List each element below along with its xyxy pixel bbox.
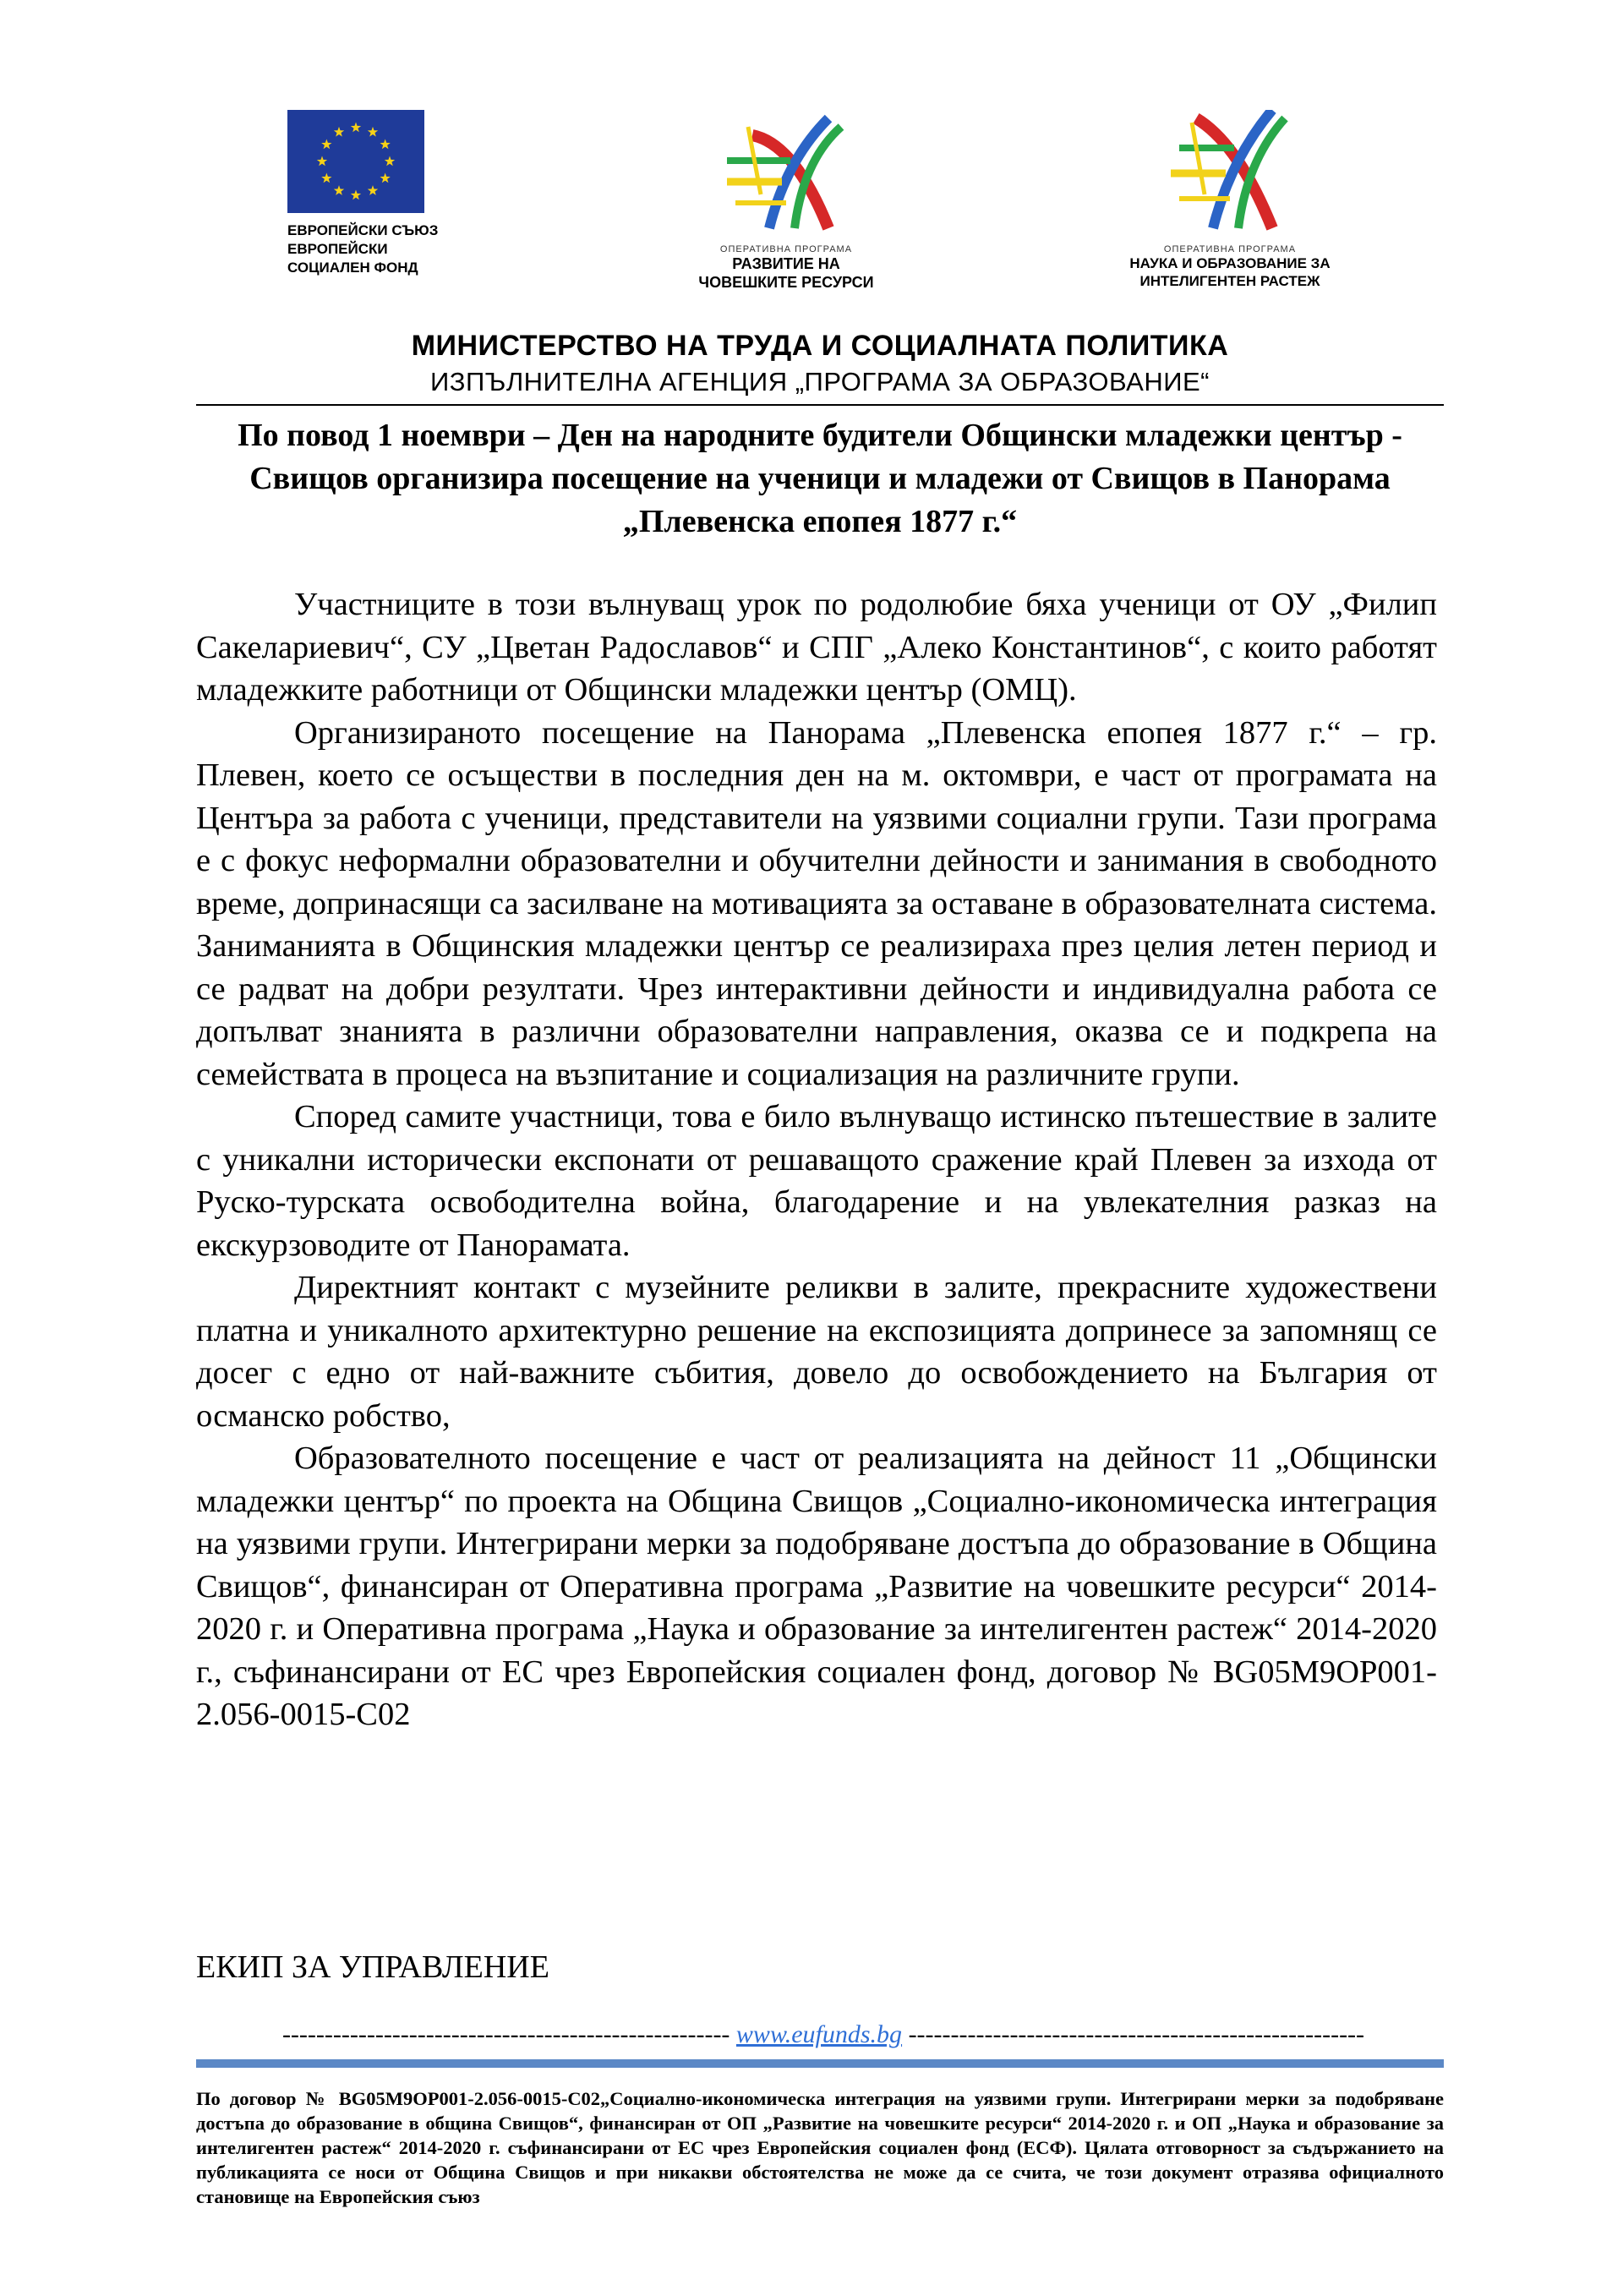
eu-star-icon — [334, 185, 344, 195]
eu-star-icon — [351, 190, 361, 200]
eu-star-icon — [380, 173, 390, 183]
body-paragraph: Участниците в този вълнуващ урок по родолюбие бяха ученици от ОУ „Филип Сакелариевич“, СУ „Цветан Радославов“ и СПГ „Алеко Константинов“, с които работят младежките работници от Общински младежки център (ОМЦ). — [196, 587, 1437, 708]
footer-dashes-right: ------------------------------------------------------ — [908, 2020, 1365, 2048]
op-sesg-small-label: ОПЕРАТИВНА ПРОГРАМА — [1163, 244, 1297, 254]
op-hrd-logo — [668, 110, 904, 292]
footer-link-line — [223, 2020, 1424, 2049]
eu-caption-line: ЕВРОПЕЙСКИ — [287, 241, 388, 257]
footer-bar — [196, 2059, 1444, 2068]
body-paragraph: Според самите участници, това е било вълнуващо истинско пътешествие в залите с уникални исторически експонати от решаващото сражение край Плевен за изхода от Руско-турската освободителна война, благодарение и на увлекателния разказ на екскурзоводите от Панорамата. — [196, 1099, 1437, 1263]
eu-logo — [287, 110, 440, 277]
op-sesg-logo — [1116, 110, 1344, 290]
eufunds-link[interactable]: www.eufunds.bg — [735, 2020, 903, 2048]
eu-star-icon — [321, 173, 331, 183]
eu-star-icon — [317, 156, 327, 167]
eu-star-icon — [368, 185, 378, 195]
eu-caption-line: ЕВРОПЕЙСКИ СЪЮЗ — [287, 222, 439, 238]
eu-star-icon — [351, 123, 361, 133]
footer-dashes-left: ----------------------------------------------------- — [281, 2020, 730, 2048]
header-divider — [196, 404, 1444, 406]
op-sesg-caption-line: ИНТЕЛИГЕНТЕН РАСТЕЖ — [1139, 273, 1320, 289]
op-hrd-caption — [668, 254, 904, 292]
op-hrd-small-label: ОПЕРАТИВНА ПРОГРАМА — [719, 244, 853, 254]
op-emblem-icon — [702, 110, 871, 237]
agency-title: ИЗПЪЛНИТЕЛНА АГЕНЦИЯ „ПРОГРАМА ЗА ОБРАЗОВАНИЕ“ — [430, 367, 1210, 396]
op-sesg-caption-line: НАУКА И ОБРАЗОВАНИЕ ЗА — [1129, 255, 1331, 271]
op-hrd-caption-line: ЧОВЕШКИТЕ РЕСУРСИ — [698, 274, 874, 291]
body-paragraph: Организираното посещение на Панорама „Плевенска епопея 1877 г.“ – гр. Плевен, което се осъществи в последния ден на м. октомври, е част от програмата на Центъра за работа с ученици, представители на уязвими социални групи. Тази програма е с фокус неформални образователни и обучителни дейности и занимания в свободното време, допринасящи са засилване на мотивацията за оставане в образователната система. Заниманията в Общинския младежки център се реализираха през целия летен период и се радват на добри резултати. Чрез интерактивни дейности и индивидуална работа се допълват знанията в различни образователни направления, оказва се и подкрепа на семействата в процеса на възпитание и социализация на различните групи. — [196, 714, 1437, 1092]
eu-star-icon — [380, 139, 390, 150]
eu-logo-caption — [287, 221, 440, 277]
body-paragraph: Образователното посещение е част от реализацията на дейност 11 „Общински младежки център“ по проекта на Община Свищов „Социално-икономическа интеграция на уязвими групи. Интегрирани мерки за подобряване достъпа до образование в Община Свищов“, финансиран от Оперативна програма „Развитие на човешките ресурси“ 2014-2020 г. и Оперативна програма „Наука и образование за интелигентен растеж“ 2014-2020 г., съфинансирани от ЕС чрез Европейския социален фонд, договор № BG05M9OP001-2.056-0015-C02 — [196, 1440, 1437, 1732]
ministry-title: МИНИСТЕРСТВО НА ТРУДА И СОЦИАЛНАТА ПОЛИТИКА — [411, 330, 1229, 362]
eu-star-icon — [368, 127, 378, 137]
team-signature: ЕКИП ЗА УПРАВЛЕНИЕ — [196, 1949, 549, 1985]
body-paragraph: Директният контакт с музейните реликви в залите, прекрасните художествени платна и уникалното архитектурно решение на експозицията допринесе за запомнящ се досег с едно от най-важните събития, довело до освобождението на България от османско робство, — [196, 1270, 1437, 1434]
op-emblem-icon — [1145, 110, 1314, 237]
op-sesg-caption — [1116, 254, 1344, 290]
op-hrd-caption-line: РАЗВИТИЕ НА — [732, 255, 840, 272]
document-title: По повод 1 ноември – Ден на народните будители Общински младежки център - Свищов организира посещение на ученици и младежи от Свищов в Панорама „Плевенска епопея 1877 г.“ — [238, 418, 1402, 539]
eu-star-icon — [321, 139, 331, 150]
eu-flag-icon — [287, 110, 424, 213]
footer-disclaimer: По договор № BG05M9OP001-2.056-0015-C02„Социално-икономическа интеграция на уязвими групи. Интегрирани мерки за подобряване достъпа до образование в община Свищов“, финансиран от ОП „Развитие на човешките ресурси“ 2014-2020 г. и ОП „Наука и образование за интелигентен растеж“ 2014-2020 г. съфинансирани от ЕС чрез Европейския социален фонд (ЕСФ). Цялата отговорност за съдържанието на публикацията се носи от Община Свищов и при никакви обстоятелства не може да се счита, че този документ отразява официалното становище на Европейския съюз — [196, 2088, 1444, 2207]
eu-star-icon — [385, 156, 395, 167]
eu-caption-line: СОЦИАЛЕН ФОНД — [287, 260, 418, 276]
document-body — [196, 583, 1437, 1736]
eu-star-icon — [334, 127, 344, 137]
